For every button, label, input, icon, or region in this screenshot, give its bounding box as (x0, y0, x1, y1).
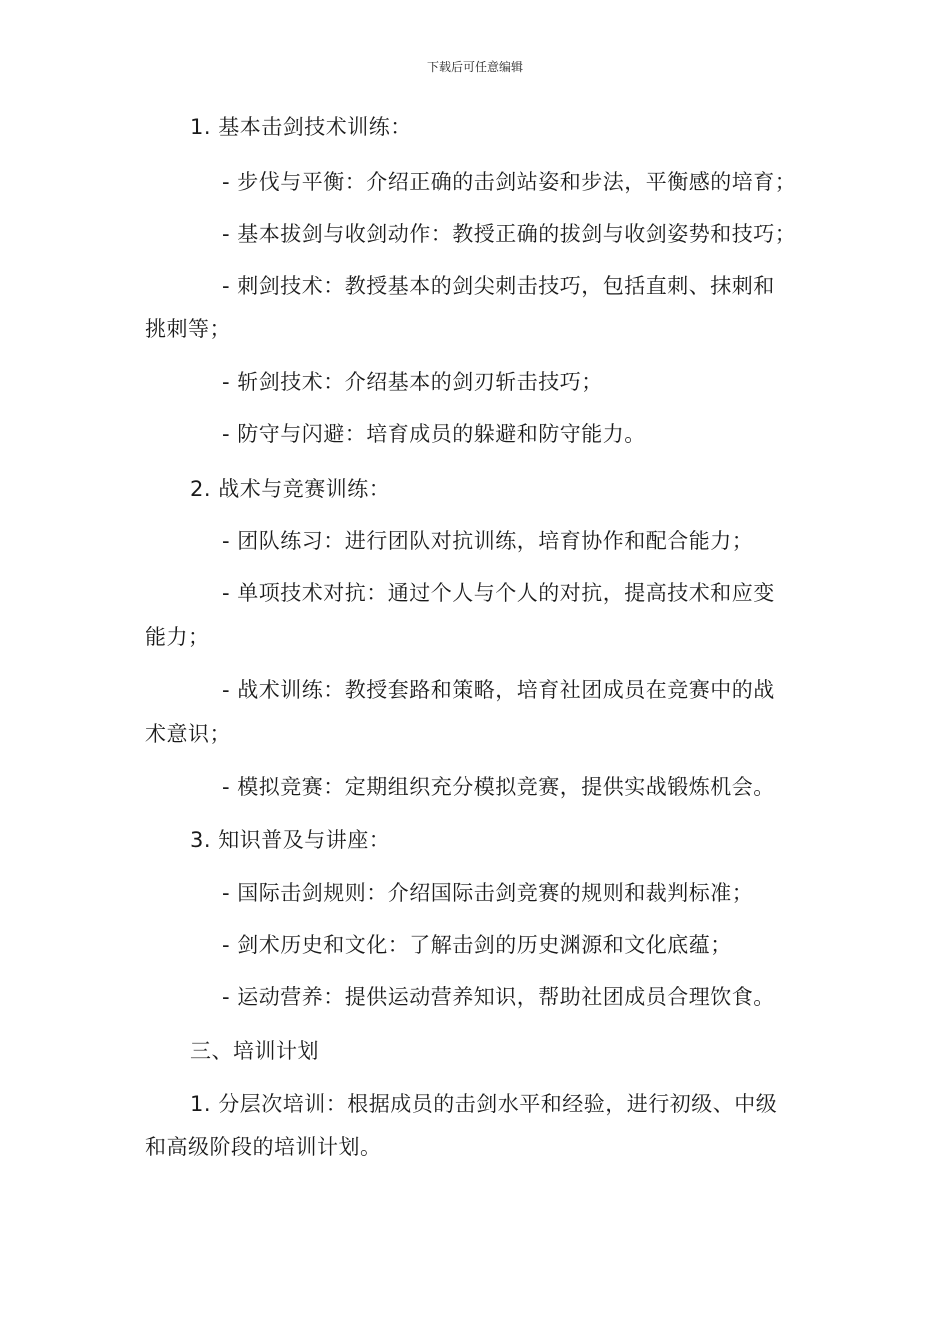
section-heading: 3. 知识普及与讲座： (190, 828, 391, 852)
page-header: 下载后可任意编辑 (426, 60, 523, 74)
list-item: - 剑术历史和文化：了解击剑的历史渊源和文化底蕴； (222, 933, 732, 957)
list-item: - 斩剑技术：介绍基本的剑刃斩击技巧； (222, 370, 603, 394)
list-item: - 刺剑技术：教授基本的剑尖刺击技巧，包括直刺、抹刺和 (222, 274, 775, 298)
paragraph-line: 1. 分层次培训：根据成员的击剑水平和经验，进行初级、中级 (190, 1092, 778, 1116)
list-item: - 团队练习：进行团队对抗训练，培育协作和配合能力； (222, 529, 754, 553)
list-item: - 防守与闪避：培育成员的躲避和防守能力。 (222, 422, 646, 446)
section-heading: 1. 基本击剑技术训练： (190, 115, 412, 139)
list-item: - 战术训练：教授套路和策略，培育社团成员在竞赛中的战 (222, 678, 775, 702)
section-heading: 2. 战术与竞赛训练： (190, 477, 391, 501)
paragraph-continuation: 和高级阶段的培训计划。 (145, 1135, 382, 1159)
list-item: - 国际击剑规则：介绍国际击剑竞赛的规则和裁判标准； (222, 881, 754, 905)
list-item-continuation: 挑刺等； (145, 317, 231, 341)
list-item: - 基本拔剑与收剑动作：教授正确的拔剑与收剑姿势和技巧； (222, 222, 797, 246)
list-item-continuation: 能力； (145, 625, 210, 649)
list-item: - 步伐与平衡：介绍正确的击剑站姿和步法，平衡感的培育； (222, 170, 797, 194)
list-item: - 运动营养：提供运动营养知识，帮助社团成员合理饮食。 (222, 985, 775, 1009)
list-item-continuation: 术意识； (145, 722, 231, 746)
chapter-heading: 三、培训计划 (190, 1039, 319, 1063)
list-item: - 单项技术对抗：通过个人与个人的对抗，提高技术和应变 (222, 581, 775, 605)
list-item: - 模拟竞赛：定期组织充分模拟竞赛，提供实战锻炼机会。 (222, 775, 775, 799)
